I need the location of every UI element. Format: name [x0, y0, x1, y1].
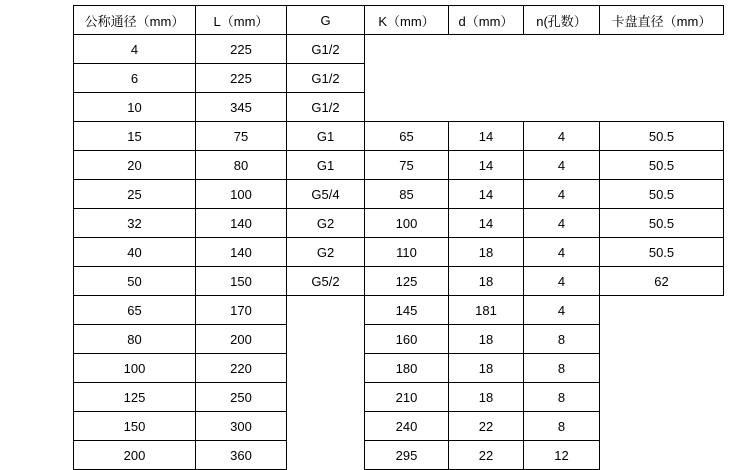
table-cell: 225 [196, 64, 287, 93]
table-cell: 250 [196, 383, 287, 412]
table-cell [600, 93, 724, 122]
column-header-d: d（mm） [449, 6, 524, 35]
table-cell: 18 [449, 325, 524, 354]
table-cell: G2 [287, 238, 365, 267]
table-cell [365, 64, 449, 93]
table-cell: 295 [365, 441, 449, 470]
table-cell: 6 [74, 64, 196, 93]
table-cell: 8 [524, 354, 600, 383]
table-cell: 240 [365, 412, 449, 441]
table-cell: G1/2 [287, 93, 365, 122]
table-cell: 140 [196, 238, 287, 267]
table-cell: 4 [524, 151, 600, 180]
spec-table-container [73, 5, 724, 470]
table-cell: 150 [74, 412, 196, 441]
table-row [74, 441, 724, 470]
table-cell: 200 [196, 325, 287, 354]
table-cell [600, 296, 724, 325]
table-cell [287, 325, 365, 354]
table-row [74, 64, 724, 93]
table-cell: 18 [449, 267, 524, 296]
table-cell: 8 [524, 325, 600, 354]
table-cell: 18 [449, 238, 524, 267]
table-row [74, 383, 724, 412]
table-cell [524, 35, 600, 64]
table-cell: 75 [365, 151, 449, 180]
table-cell: 140 [196, 209, 287, 238]
table-cell [524, 64, 600, 93]
column-header-thread: G [287, 6, 365, 35]
table-cell: 50 [74, 267, 196, 296]
table-row [74, 35, 724, 64]
table-cell: 125 [365, 267, 449, 296]
table-cell: 85 [365, 180, 449, 209]
table-cell: 4 [524, 209, 600, 238]
table-cell [287, 441, 365, 470]
table-cell: 32 [74, 209, 196, 238]
table-cell: 18 [449, 383, 524, 412]
table-row [74, 296, 724, 325]
table-cell: 180 [365, 354, 449, 383]
table-cell: 160 [365, 325, 449, 354]
table-cell: 40 [74, 238, 196, 267]
table-cell: G1/2 [287, 64, 365, 93]
table-cell [600, 354, 724, 383]
table-cell: 62 [600, 267, 724, 296]
table-cell: 225 [196, 35, 287, 64]
table-cell: 80 [196, 151, 287, 180]
table-cell: 15 [74, 122, 196, 151]
column-header-hole-count: n(孔数） [524, 6, 600, 35]
table-cell [600, 441, 724, 470]
table-cell [287, 412, 365, 441]
table-cell: 4 [74, 35, 196, 64]
table-cell [600, 35, 724, 64]
table-cell: 12 [524, 441, 600, 470]
table-cell: 200 [74, 441, 196, 470]
table-cell: G1 [287, 151, 365, 180]
table-cell: 14 [449, 209, 524, 238]
table-cell [600, 383, 724, 412]
table-cell: 20 [74, 151, 196, 180]
table-cell: 4 [524, 267, 600, 296]
table-cell: 18 [449, 354, 524, 383]
table-cell: 14 [449, 151, 524, 180]
table-cell: 25 [74, 180, 196, 209]
table-cell: 125 [74, 383, 196, 412]
table-cell: 100 [196, 180, 287, 209]
table-cell: 4 [524, 122, 600, 151]
table-cell [287, 354, 365, 383]
table-row [74, 238, 724, 267]
table-row [74, 180, 724, 209]
table-cell: 4 [524, 296, 600, 325]
table-cell: 75 [196, 122, 287, 151]
table-cell: G1/2 [287, 35, 365, 64]
table-cell: 210 [365, 383, 449, 412]
column-header-chuck-diameter: 卡盘直径（mm） [600, 6, 724, 35]
table-cell [600, 64, 724, 93]
table-cell [449, 35, 524, 64]
table-cell: 170 [196, 296, 287, 325]
column-header-k: K（mm） [365, 6, 449, 35]
column-header-nominal-diameter: 公称通径（mm） [74, 6, 196, 35]
table-row [74, 151, 724, 180]
table-cell: 360 [196, 441, 287, 470]
table-cell: 50.5 [600, 180, 724, 209]
table-cell: 50.5 [600, 122, 724, 151]
table-cell: 8 [524, 383, 600, 412]
table-cell [287, 383, 365, 412]
table-cell: 110 [365, 238, 449, 267]
table-cell: 14 [449, 180, 524, 209]
table-cell [287, 296, 365, 325]
table-cell [600, 412, 724, 441]
table-cell [449, 93, 524, 122]
table-row [74, 122, 724, 151]
table-row [74, 93, 724, 122]
table-cell: 4 [524, 238, 600, 267]
table-cell: G1 [287, 122, 365, 151]
table-cell: 50.5 [600, 238, 724, 267]
column-header-length: L（mm） [196, 6, 287, 35]
table-cell: 4 [524, 180, 600, 209]
table-cell: G5/2 [287, 267, 365, 296]
table-cell [365, 35, 449, 64]
table-row [74, 354, 724, 383]
table-cell: 100 [74, 354, 196, 383]
table-row [74, 412, 724, 441]
table-cell: 50.5 [600, 151, 724, 180]
table-cell [600, 325, 724, 354]
table-cell: 300 [196, 412, 287, 441]
table-cell: 65 [74, 296, 196, 325]
table-cell: 345 [196, 93, 287, 122]
table-cell: 150 [196, 267, 287, 296]
table-cell: 100 [365, 209, 449, 238]
table-row [74, 325, 724, 354]
table-cell: 181 [449, 296, 524, 325]
table-cell: 220 [196, 354, 287, 383]
table-header [74, 6, 724, 35]
table-row [74, 267, 724, 296]
table-cell: 14 [449, 122, 524, 151]
table-row [74, 209, 724, 238]
table-cell: 145 [365, 296, 449, 325]
table-cell: 80 [74, 325, 196, 354]
table-cell [365, 93, 449, 122]
table-cell: 65 [365, 122, 449, 151]
table-cell [449, 64, 524, 93]
table-cell: G2 [287, 209, 365, 238]
table-cell: 8 [524, 412, 600, 441]
table-cell: 22 [449, 441, 524, 470]
specification-table [73, 5, 724, 470]
table-cell [524, 93, 600, 122]
table-body [74, 35, 724, 470]
table-cell: 50.5 [600, 209, 724, 238]
table-header-row [74, 6, 724, 35]
table-cell: 22 [449, 412, 524, 441]
table-cell: 10 [74, 93, 196, 122]
table-cell: G5/4 [287, 180, 365, 209]
